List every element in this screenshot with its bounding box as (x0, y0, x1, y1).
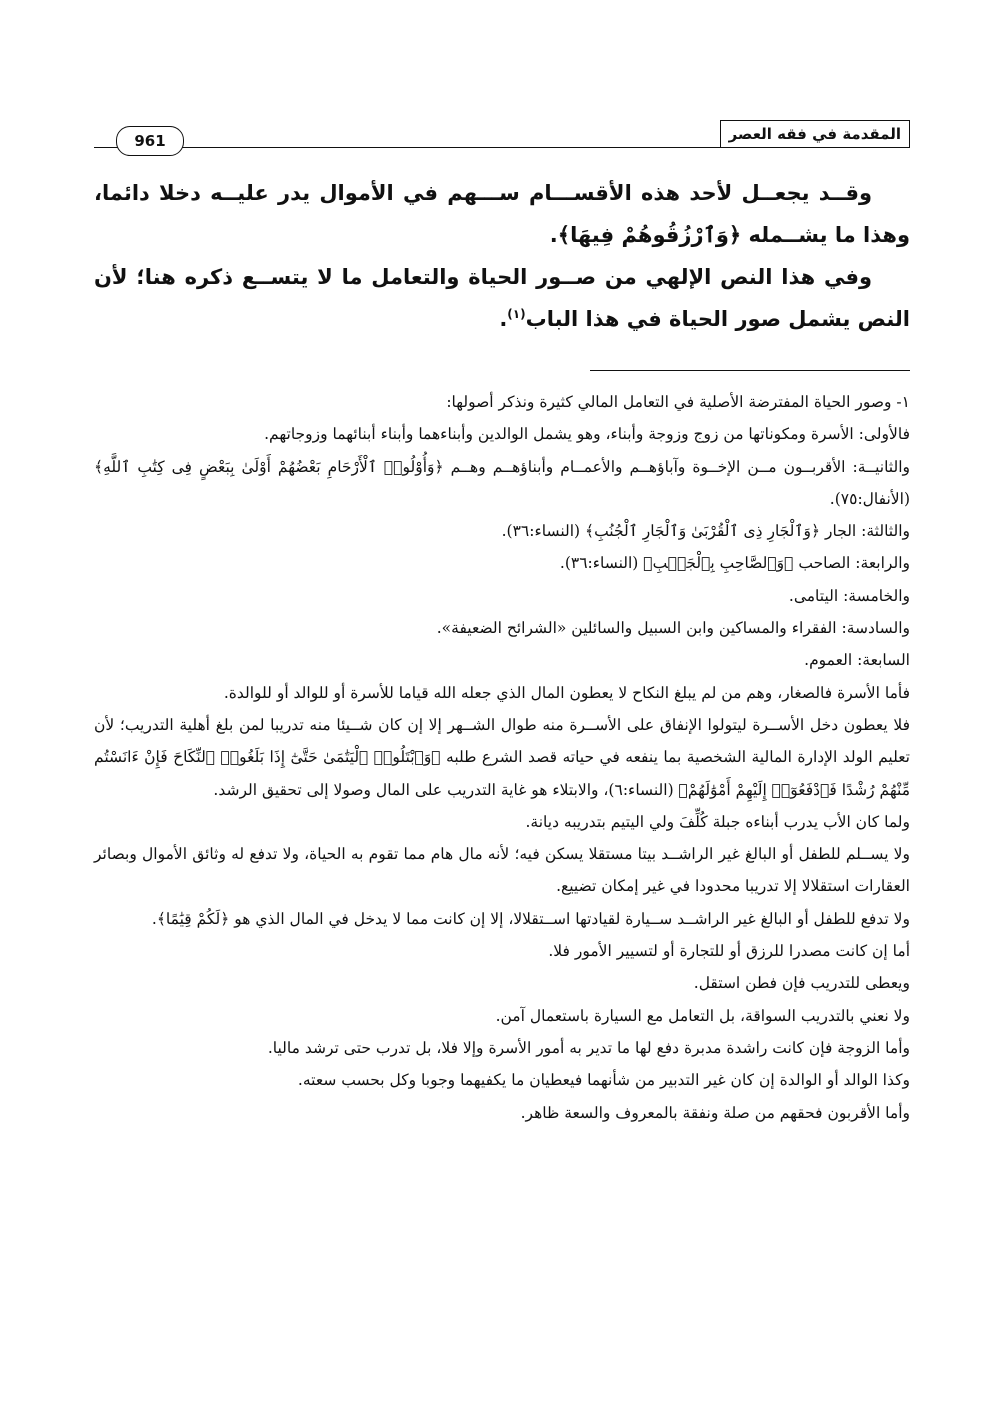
page-number: 961 (116, 126, 184, 156)
footnote-separator (590, 370, 910, 371)
footnote-line: ولما كان الأب يدرب أبناءه جبلة كُلِّفَ ولي اليتيم بتدريبه ديانة. (525, 812, 910, 831)
footnote-line: والرابعة: الصاحب ﴿وَٱلصَّاحِبِ بِٱلْجَنۢبِ﴾ (النساء:٣٦). (559, 554, 910, 573)
footnote-line: وكذا الوالد أو الوالدة إن كان غير التدبير من شأنهما فيعطيان ما يكفيهما وجوبا وكل بحسب سعته. (297, 1071, 910, 1090)
main-paragraph-2 (94, 256, 910, 340)
footnote-line: ولا نعني بالتدريب السواقة، بل التعامل مع السيارة باستعمال آمن. (495, 1006, 910, 1025)
footnote-line: والثانيــة: الأقربــون مــن الإخــوة وآباؤهــم والأعمــام وأبناؤهــم وهــم ﴿وَأُوْلُوا۟ ٱلْأَرْحَامِ بَعْضُهُمْ أَوْلَىٰ بِبَعْضٍ فِى كِتَٰبِ ٱللَّهِ﴾ (الأنفال:٧٥). (94, 457, 910, 508)
footnote-line: ولا يســلم للطفل أو البالغ غير الراشــد بيتا مستقلا يسكن فيه؛ لأنه مال هام مما تقوم به الحياة، ولا تدفع له وثائق الأموال وبصائر العقارات استقلالا إلا تدريبا محدودا في غير إمكان تضييع. (94, 845, 910, 896)
main-paragraph-1: وقــد يجعــل لأحد هذه الأقســـام ســـهم في الأموال يدر عليــه دخلا دائما، وهذا ما يشــمله ﴿وَٱرْزُقُوهُمْ فِيهَا﴾. (94, 181, 910, 247)
main-text (94, 172, 910, 340)
footnote-line: وأما الأقربون فحقهم من صلة ونفقة بالمعروف والسعة ظاهر. (520, 1103, 910, 1122)
footnote-line: والثالثة: الجار ﴿وَٱلْجَارِ ذِى ٱلْقُرْبَىٰ وَٱلْجَارِ ٱلْجُنُبِ﴾ (النساء:٣٦). (501, 522, 910, 541)
header-rule (94, 147, 910, 148)
footnote-line: فأما الأسرة فالصغار، وهم من لم يبلغ النكاح لا يعطون المال الذي جعله الله قياما للأسرة أو للوالد أو للوالدة. (223, 683, 910, 702)
footnote-ref: (١) (507, 307, 526, 321)
footnote-line: فالأولى: الأسرة ومكوناتها من زوج وزوجة وأبناء، وهو يشمل الوالدين وأبناءهما وأبناء أبنائهما وزوجاتهم. (264, 425, 910, 444)
footnote-line: أما إن كانت مصدرا للرزق أو للتجارة أو لتسيير الأمور فلا. (548, 942, 910, 961)
footnote-line: والخامسة: اليتامى. (788, 586, 910, 605)
main-paragraph-2-end: . (499, 307, 508, 331)
footnote-line: ١- وصور الحياة المفترضة الأصلية في التعامل المالي كثيرة ونذكر أصولها: (446, 393, 910, 411)
page-header (94, 118, 910, 148)
footnote-line: والسادسة: الفقراء والمساكين وابن السبيل والسائلين «الشرائح الضعيفة». (436, 619, 910, 638)
book-title: المقدمة في فقه العصر (720, 120, 910, 147)
footnote-line: ولا تدفع للطفل أو البالغ غير الراشــد ســيارة لقيادتها اســتقلالا، إلا إن كانت مما لا يدخل في المال الذي هو ﴿لَكُمْ قِيَٰمًا﴾. (151, 909, 910, 928)
footnote-line: السابعة: العموم. (804, 651, 910, 670)
footnotes (94, 386, 910, 1129)
footnote-line: ويعطى للتدريب فإن فطن استقل. (693, 974, 910, 993)
footnote-line: وأما الزوجة فإن كانت راشدة مدبرة دفع لها ما تدير به أمور الأسرة وإلا فلا، بل تدرب حتى ترشد ماليا. (267, 1038, 910, 1057)
footnote-line: فلا يعطون دخل الأســرة ليتولوا الإنفاق على الأســرة منه طوال الشــهر إلا إن كان شــيئا منه تدريبا لمن بلغ أهلية التدريب؛ لأن تعليم الولد الإدارة المالية الشخصية بما ينفعه في حياته قصد الشرع طلبه ﴿وَٱبْتَلُوا۟ ٱلْيَتَٰمَىٰ حَتَّىٰٓ إِذَا بَلَغُوا۟ ٱلنِّكَاحَ فَإِنْ ءَانَسْتُم مِّنْهُمْ رُشْدًا فَٱدْفَعُوٓا۟ إِلَيْهِمْ أَمْوَٰلَهُمْ﴾ (النساء:٦)، والابتلاء هو غاية التدريب على المال وصولا إلى تحقيق الرشد. (94, 715, 910, 799)
main-paragraph-2-text: وفي هذا النص الإلهي من صــور الحياة والتعامل ما لا يتســع ذكره هنا؛ لأن النص يشمل صور الحياة في هذا الباب (94, 265, 910, 331)
